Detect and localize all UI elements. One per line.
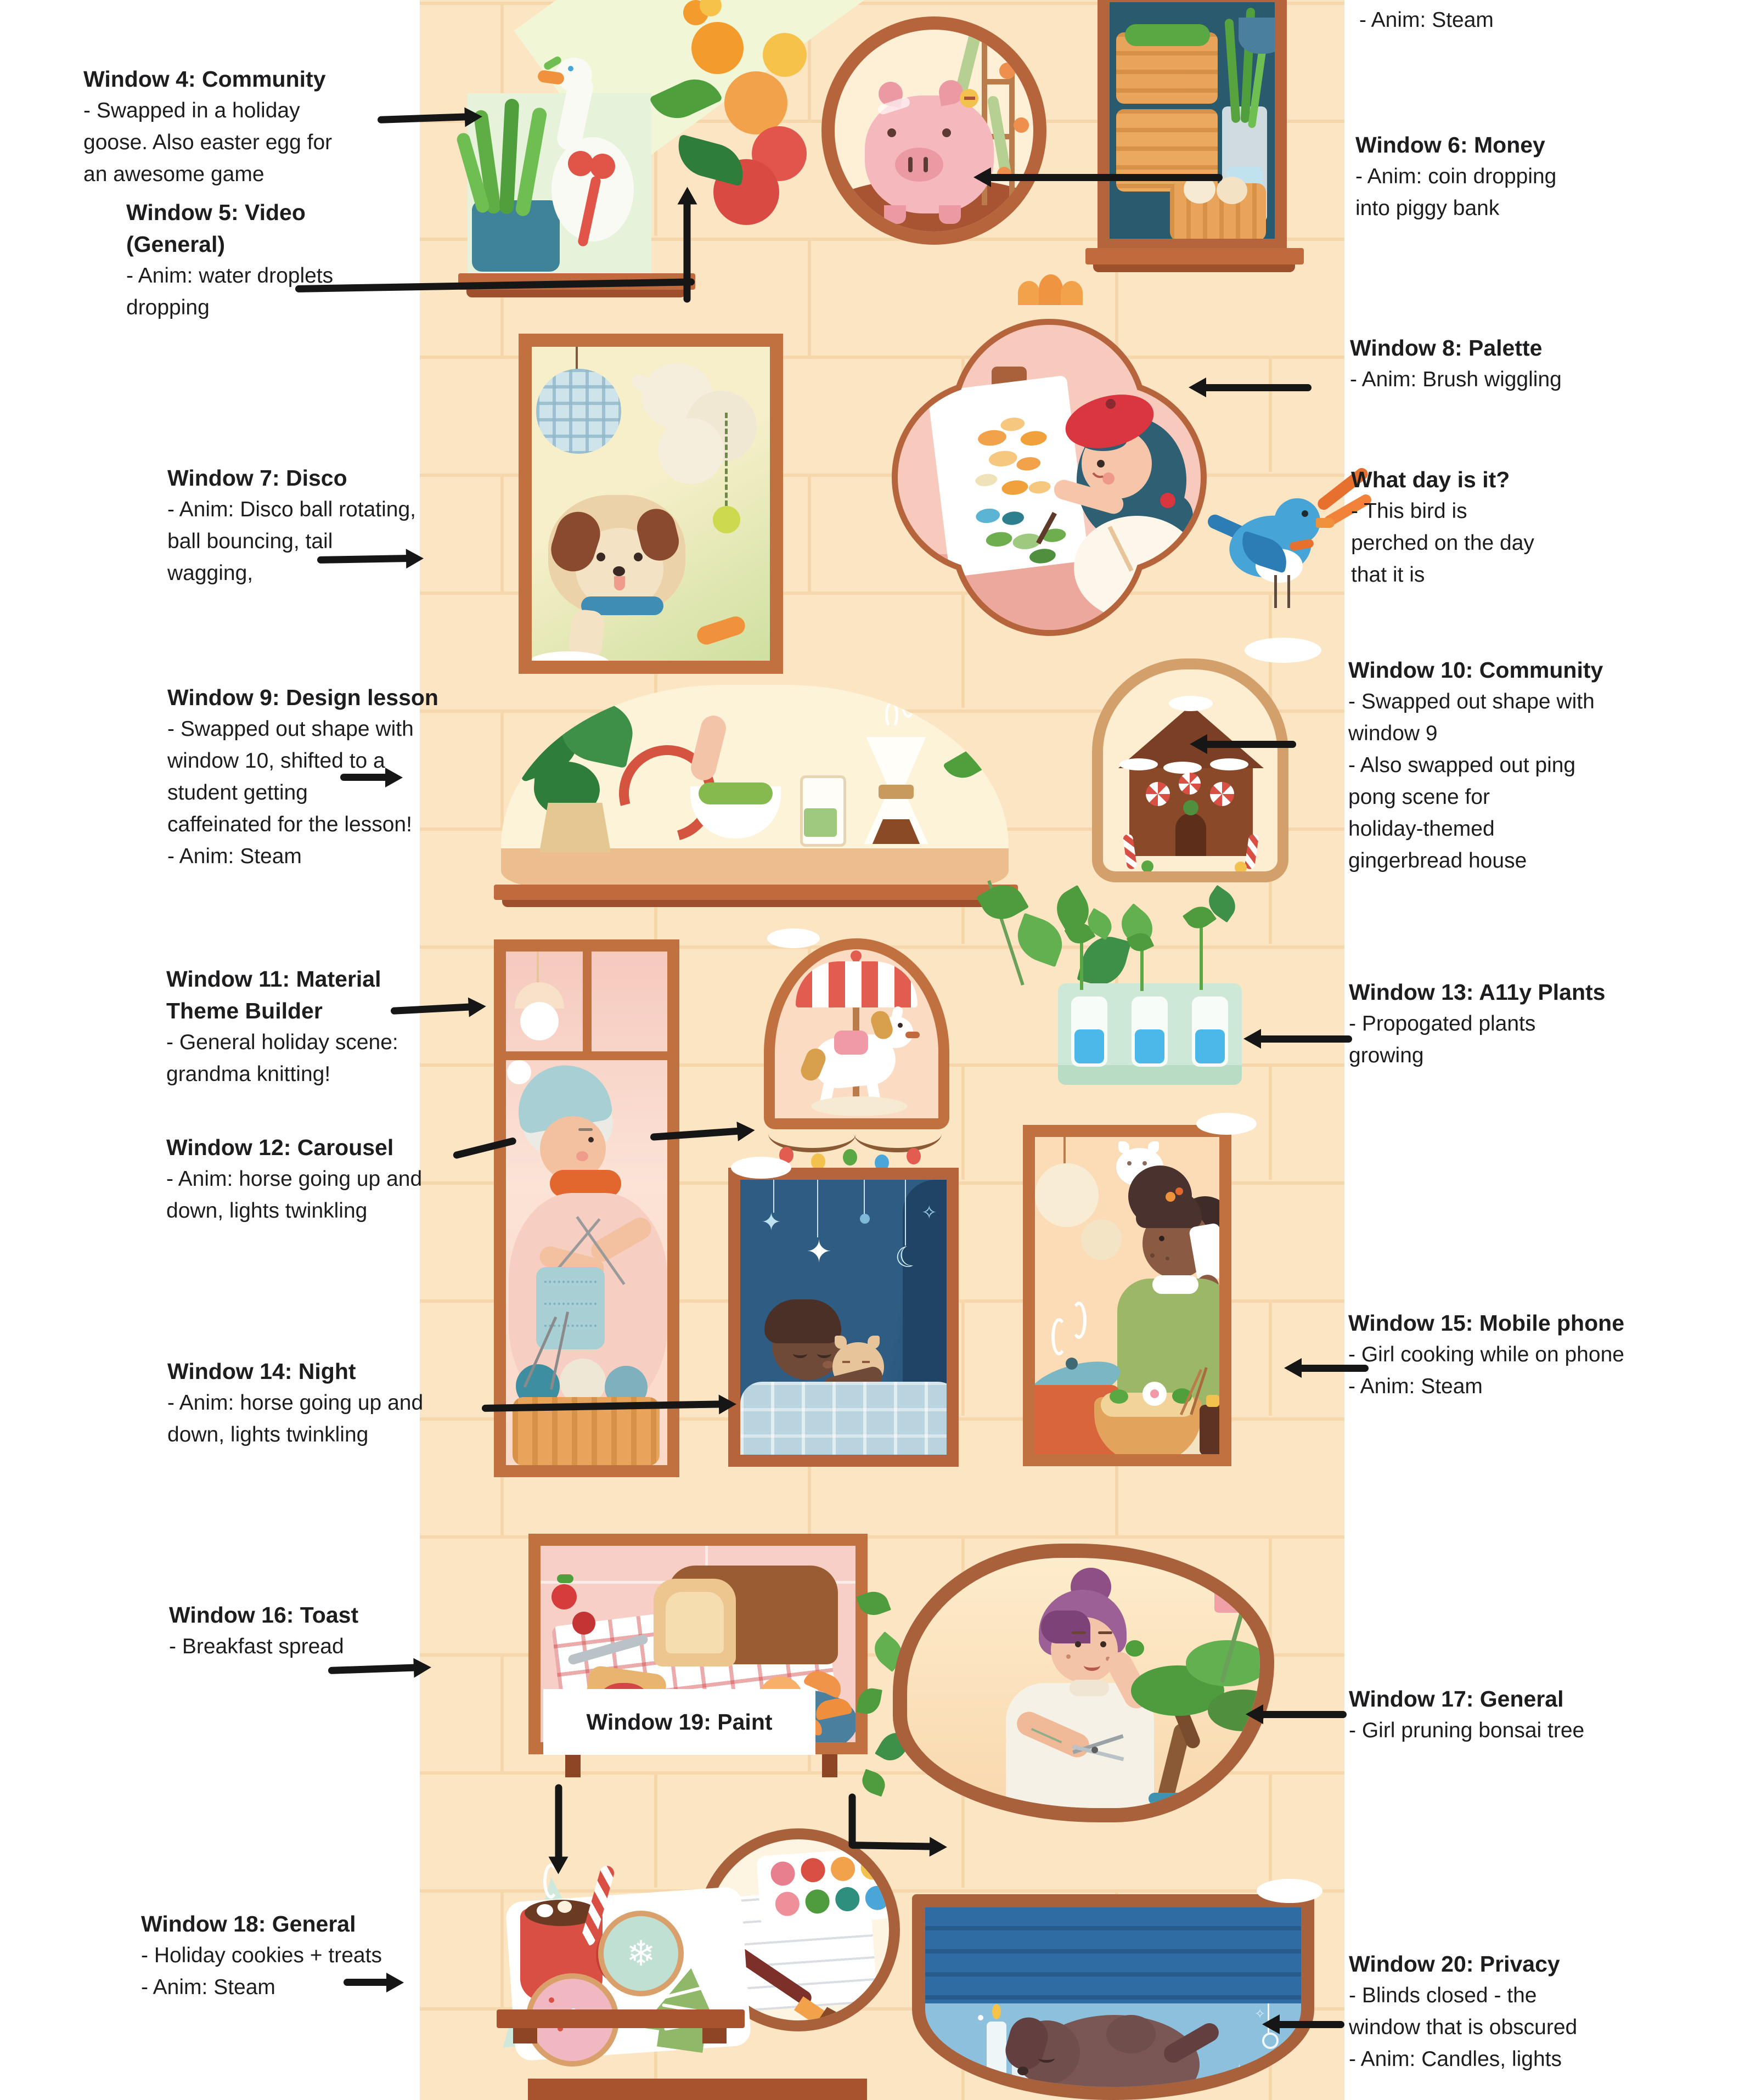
- note-window17: Window 17: General - Girl pruning bonsai tree: [1349, 1686, 1585, 1742]
- window19-label-box: [543, 1689, 815, 1755]
- note-window9: Window 9: Design lesson - Swapped out shape with window 10, shifted to a student getting caffeinated for the lesson! - Anim: Steam: [167, 685, 438, 868]
- sparkle: ✧: [921, 1202, 937, 1223]
- arrow-w19-line: [849, 1794, 856, 1849]
- dumpling-soup-window: [1098, 0, 1287, 251]
- note-whatday: What day is it? - This bird is perched on the day that it is: [1351, 467, 1534, 587]
- arrow-w8: [1203, 384, 1312, 391]
- mobile-phone-window: [1023, 1125, 1231, 1466]
- star-charm: ✦: [761, 1209, 781, 1236]
- sparkle: ✧: [1232, 2062, 1247, 2080]
- note-window11: Window 11: Material Theme Builder - General holiday scene: grandma knitting!: [166, 966, 398, 1086]
- paper-lantern: [1035, 1163, 1099, 1227]
- note-window12: Window 12: Carousel - Anim: horse going up and down, lights twinkling: [166, 1135, 423, 1223]
- arrow-w13: [1258, 1035, 1352, 1043]
- note-window18: Window 18: General - Holiday cookies + treats - Anim: Steam: [141, 1911, 382, 1999]
- note-window15: Window 15: Mobile phone - Girl cooking while on phone - Anim: Steam: [1348, 1310, 1624, 1398]
- note-window7: Window 7: Disco - Anim: Disco ball rotating, ball bouncing, tail wagging,: [167, 465, 417, 585]
- disco-ball-icon: [536, 369, 621, 454]
- note-window20: Window 20: Privacy - Blinds closed - the window that is obscured - Anim: Candles, lights: [1349, 1951, 1578, 2071]
- arrow-w20: [1276, 2021, 1344, 2028]
- gingerbread-window: [1092, 658, 1288, 882]
- arrow-w10: [1204, 741, 1296, 748]
- note-window6: Window 6: Money - Anim: coin dropping into piggy bank: [1355, 132, 1557, 220]
- palette-window: [874, 296, 1225, 658]
- arrow-w19: [849, 1842, 933, 1850]
- snowflake-cookie: ❄: [598, 1911, 684, 1996]
- window19-label: Window 19: Paint: [586, 1709, 773, 1735]
- soup-window-shelf: [1085, 248, 1304, 264]
- a11y-plants-planter: [1058, 983, 1242, 1085]
- treats-shelf: [497, 2009, 745, 2028]
- bottom-window-bar: [528, 2079, 867, 2100]
- disco-dogs-window: [519, 334, 783, 674]
- strawberry: [551, 1584, 577, 1609]
- plaid-blanket: [740, 1382, 959, 1467]
- note-window4: Window 4: Community - Swapped in a holiday goose. Also easter egg for an awesome game: [83, 66, 333, 186]
- closed-blinds: [925, 1907, 1301, 2003]
- night-window: [728, 1168, 959, 1467]
- note-window14: Window 14: Night - Anim: horse going up and down, lights twinkling: [167, 1359, 424, 1446]
- peppermint: [1146, 782, 1170, 806]
- soy-sauce-bottle: [1200, 1405, 1226, 1455]
- arrow-w16: [328, 1664, 417, 1674]
- arrow-w5: [684, 201, 691, 303]
- soup-bowl: [1239, 18, 1285, 54]
- note-window13: Window 13: A11y Plants - Propogated plants growing: [1349, 979, 1606, 1067]
- note-window5: Window 5: Video (General) - Anim: water droplets dropping: [126, 200, 334, 319]
- easel-canvas: [927, 375, 1089, 578]
- matcha-bowl: [699, 782, 773, 804]
- carousel-canopy: [796, 961, 918, 1007]
- note-window10: Window 10: Community - Swapped out shape with window 9 - Also swapped out ping pong scene for holiday-themed gingerbread house: [1348, 657, 1603, 872]
- hand-whisking: [688, 713, 729, 783]
- design-window-shelf: [494, 885, 1018, 900]
- tennis-ball: [713, 506, 740, 533]
- note-window16: Window 16: Toast - Breakfast spread: [169, 1602, 359, 1658]
- note-steam-top: - Anim: Steam: [1359, 8, 1494, 32]
- arrow-w6: [988, 174, 1223, 181]
- community-goose-window: [455, 0, 840, 299]
- arrow-label-down: [555, 1784, 562, 1860]
- bonsai-window: [893, 1544, 1274, 1822]
- privacy-window: [912, 1894, 1314, 2100]
- star-charm: ✦: [806, 1234, 832, 1269]
- arrow-w17: [1260, 1711, 1347, 1718]
- sparkle: ✧: [1254, 2007, 1266, 2022]
- grandma-knitting-window: [494, 939, 679, 1477]
- moon-charm: ☾: [891, 1238, 925, 1277]
- money-piggy-bank-window: [821, 16, 1046, 245]
- note-window8: Window 8: Palette - Anim: Brush wiggling: [1350, 335, 1562, 391]
